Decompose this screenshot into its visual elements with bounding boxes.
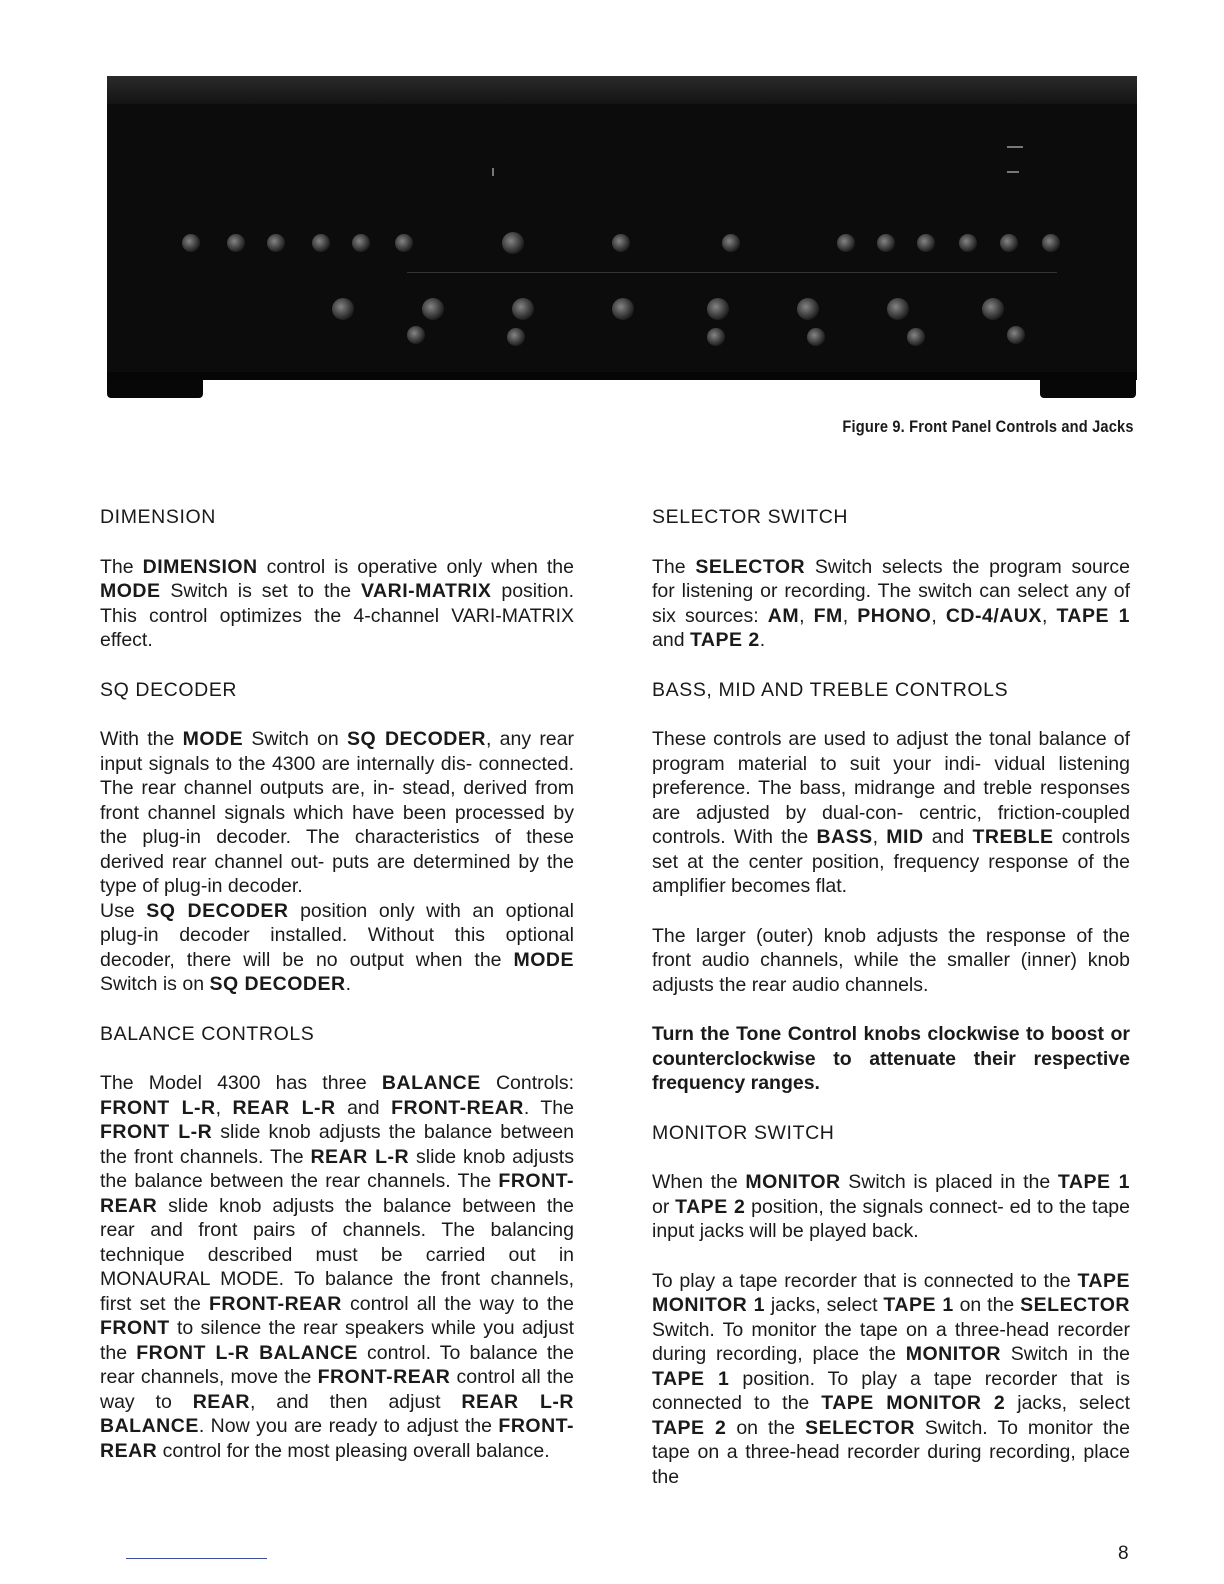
bold-term: TAPE MONITOR 2 bbox=[821, 1392, 1006, 1414]
knob bbox=[707, 328, 725, 346]
bold-term: FRONT-REAR bbox=[100, 1170, 574, 1217]
bold-term: FRONT-REAR bbox=[317, 1366, 451, 1388]
bold-term: REAR bbox=[192, 1390, 250, 1413]
paragraph: When the MONITOR Switch is placed in the TAPE 1 or TAPE 2 position, the signals connect- ed to the tape input jacks will be played back. bbox=[652, 1171, 1130, 1242]
bold-term: MODE bbox=[182, 728, 244, 750]
bold-term: SELECTOR bbox=[695, 555, 806, 578]
knob bbox=[877, 234, 895, 252]
section-heading-monitor-switch: MONITOR SWITCH bbox=[652, 1121, 835, 1144]
bold-term: BASS bbox=[816, 826, 873, 848]
knob bbox=[512, 298, 534, 320]
bold-term: REAR L-R BALANCE bbox=[100, 1390, 574, 1437]
bold-term: CD-4/AUX bbox=[945, 604, 1042, 627]
knob bbox=[395, 234, 413, 252]
bold-term: FRONT-REAR bbox=[391, 1096, 524, 1119]
bold-term: DIMENSION bbox=[142, 555, 258, 578]
bold-term: TAPE 1 bbox=[1056, 604, 1130, 627]
bold-term: SQ DECODER bbox=[146, 899, 289, 922]
panel-top-band bbox=[107, 76, 1137, 104]
bold-term: SQ DECODER bbox=[209, 973, 346, 995]
knob bbox=[1007, 326, 1025, 344]
bold-term: AM bbox=[767, 604, 800, 627]
panel-bottom-trim bbox=[107, 372, 1137, 380]
bold-term: REAR L-R bbox=[310, 1145, 410, 1168]
left-column bbox=[100, 505, 574, 1463]
right-column bbox=[652, 505, 1130, 1489]
knob bbox=[837, 234, 855, 252]
panel-foot-right bbox=[1040, 380, 1136, 398]
bold-term: FRONT L-R bbox=[100, 1096, 216, 1119]
paragraph: Turn the Tone Control knobs clockwise to boost or counterclockwise to attenuate their respective frequency ranges. bbox=[652, 1023, 1130, 1094]
knob bbox=[407, 326, 425, 344]
bold-term: MID bbox=[886, 826, 924, 848]
bold-term: PHONO bbox=[857, 604, 932, 627]
knob bbox=[722, 234, 740, 252]
footer-rule bbox=[126, 1558, 267, 1559]
section-heading-balance-controls: BALANCE CONTROLS bbox=[100, 1022, 315, 1045]
paragraph: The SELECTOR Switch selects the program source for listening or recording. The switch can select any of six sources: AM, FM, PHONO, CD-4/AUX, TAPE 1 and TAPE 2. bbox=[652, 555, 1130, 651]
knob bbox=[1000, 234, 1018, 252]
bold-term: TAPE 2 bbox=[652, 1416, 727, 1439]
bold-term: SQ DECODER bbox=[347, 728, 486, 750]
knob bbox=[807, 328, 825, 346]
page-number: 8 bbox=[1118, 1543, 1129, 1564]
front-panel-photo bbox=[107, 76, 1137, 380]
bold-term: MONITOR bbox=[745, 1171, 841, 1193]
knob bbox=[707, 298, 729, 320]
knob bbox=[502, 232, 524, 254]
bold-term: FRONT L-R BALANCE bbox=[136, 1341, 358, 1364]
bold-term: TAPE MONITOR 1 bbox=[652, 1269, 1130, 1316]
paragraph: These controls are used to adjust the tonal balance of program material to suit your indi- vidual listening preference. The bass, midrange and treble responses are adjusted by dual-con- centric, friction-coupled controls. With the BASS, MID and TREBLE controls set at the center position, frequency response of the amplifier becomes flat. bbox=[652, 728, 1130, 897]
knob bbox=[332, 298, 354, 320]
paragraph: To play a tape recorder that is connected to the TAPE MONITOR 1 jacks, select TAPE 1 on the SELECTOR Switch. To monitor the tape on a three-head recorder during recording, place the MONITOR Switch in the TAPE 1 position. To play a tape recorder that is connected to the TAPE MONITOR 2 jacks, select TAPE 2 on the SELECTOR Switch. To monitor the tape on a three-head recorder during recording, place the bbox=[652, 1269, 1130, 1488]
knob bbox=[227, 234, 245, 252]
knob bbox=[887, 298, 909, 320]
bold-term: FRONT bbox=[100, 1317, 170, 1339]
bold-term: FRONT-REAR bbox=[100, 1415, 574, 1462]
knob bbox=[1042, 234, 1060, 252]
knob bbox=[907, 328, 925, 346]
bold-term: TAPE 2 bbox=[689, 629, 760, 651]
bold-term: MONITOR bbox=[905, 1343, 1001, 1365]
bold-term: FM bbox=[813, 604, 843, 627]
bold-term: REAR L-R bbox=[232, 1096, 336, 1119]
knob bbox=[507, 328, 525, 346]
section-heading-selector-switch: SELECTOR SWITCH bbox=[652, 506, 849, 528]
knob bbox=[352, 234, 370, 252]
bold-term: SELECTOR bbox=[805, 1416, 915, 1439]
knob bbox=[612, 298, 634, 320]
section-heading-dimension: DIMENSION bbox=[100, 506, 216, 528]
bold-term: TREBLE bbox=[972, 826, 1054, 848]
bold-term: MODE bbox=[513, 948, 574, 971]
section-heading-sq-decoder: SQ DECODER bbox=[100, 678, 238, 701]
bold-term: TAPE 1 bbox=[1057, 1171, 1130, 1193]
section-heading-tone-controls: BASS, MID AND TREBLE CONTROLS bbox=[652, 678, 1009, 701]
panel-indicator bbox=[492, 168, 494, 176]
paragraph: The larger (outer) knob adjusts the response of the front audio channels, while the smaller (inner) knob adjusts the rear audio channels. bbox=[652, 924, 1130, 996]
figure-caption: Figure 9. Front Panel Controls and Jacks bbox=[842, 417, 1134, 436]
knob bbox=[797, 298, 819, 320]
paragraph: With the MODE Switch on SQ DECODER, any rear input signals to the 4300 are internally dis- connected. The rear channel outputs are, in- stead, derived from front channel signals which have been processed by the plug-in decoder. The characteristics of these derived rear channel out- puts are determined by the type of plug-in decoder. bbox=[100, 728, 574, 897]
paragraph: Use SQ DECODER position only with an optional plug-in decoder installed. Without this optional decoder, there will be no output when the MODE Switch is on SQ DECODER. bbox=[100, 899, 574, 995]
knob bbox=[267, 234, 285, 252]
paragraph: The DIMENSION control is operative only when the MODE Switch is set to the VARI-MATRIX position. This control optimizes the 4-channel VARI-MATRIX effect. bbox=[100, 555, 574, 651]
panel-line bbox=[407, 272, 1057, 273]
knob bbox=[312, 234, 330, 252]
bold-term: MODE bbox=[100, 580, 161, 602]
bold-term: FRONT L-R bbox=[100, 1121, 213, 1143]
bold-term: BALANCE bbox=[381, 1072, 481, 1094]
bold-term: VARI-MATRIX bbox=[361, 580, 492, 602]
panel-indicator bbox=[1007, 171, 1019, 173]
bold-term: TAPE 1 bbox=[883, 1294, 954, 1316]
paragraph: The Model 4300 has three BALANCE Controls: FRONT L-R, REAR L-R and FRONT-REAR. The FRONT L-R slide knob adjusts the balance between the front channels. The REAR L-R slide knob adjusts the balance between the rear channels. The FRONT-REAR slide knob adjusts the balance between the rear and front pairs of channels. The balancing technique described must be carried out in MONAURAL MODE. To balance the front channels, first set the FRONT-REAR control all the way to the FRONT to silence the rear speakers while you adjust the FRONT L-R BALANCE control. To balance the rear channels, move the FRONT-REAR control all the way to REAR, and then adjust REAR L-R BALANCE. Now you are ready to adjust the FRONT-REAR control for the most pleasing overall balance. bbox=[100, 1072, 574, 1462]
panel-foot-left bbox=[107, 380, 203, 398]
knob bbox=[959, 234, 977, 252]
knob bbox=[982, 298, 1004, 320]
panel-indicator bbox=[1007, 146, 1023, 148]
knob bbox=[917, 234, 935, 252]
bold-term: SELECTOR bbox=[1020, 1294, 1130, 1316]
knob bbox=[422, 298, 444, 320]
knob bbox=[612, 234, 630, 252]
knob bbox=[182, 234, 200, 252]
bold-term: FRONT-REAR bbox=[209, 1292, 342, 1315]
bold-term: TAPE 2 bbox=[675, 1195, 746, 1218]
bold-term: TAPE 1 bbox=[652, 1367, 730, 1390]
